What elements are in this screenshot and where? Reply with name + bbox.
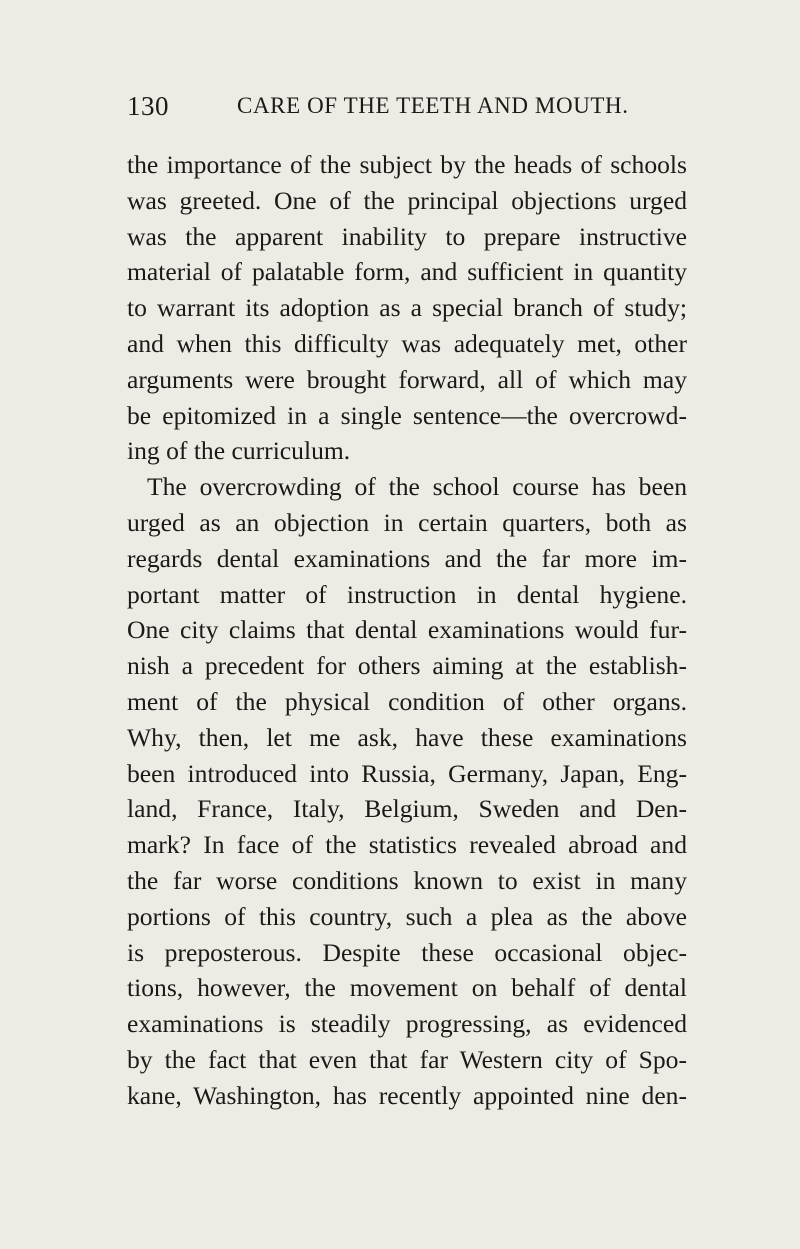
- page-number: 130: [127, 91, 169, 121]
- text-line: and when this difficulty was adequately met, other: [127, 328, 687, 358]
- text-line: is preposterous. Despite these occasional objec-: [127, 937, 687, 967]
- text-line: ing of the curriculum.: [127, 436, 351, 466]
- text-line: The overcrowding of the school course has been: [147, 472, 687, 502]
- text-line: the importance of the subject by the heads of schools: [127, 150, 687, 179]
- text-line: was greeted. One of the principal objections urged: [127, 185, 687, 215]
- text-line: ment of the physical condition of other organs.: [127, 686, 687, 716]
- running-head: CARE OF THE TEETH AND MOUTH.: [237, 93, 629, 118]
- text-line: regards dental examinations and the far more im-: [127, 543, 687, 573]
- text-line: was the apparent inability to prepare instructive: [127, 221, 687, 251]
- text-line: mark? In face of the statistics revealed abroad and: [127, 830, 687, 860]
- text-line: material of palatable form, and sufficient in quantity: [127, 257, 687, 287]
- text-line: examinations is steadily progressing, as evidenced: [127, 1009, 687, 1039]
- text-line: been introduced into Russia, Germany, Japan, Eng-: [127, 758, 687, 788]
- text-line: portant matter of instruction in dental hygiene.: [127, 579, 687, 609]
- page-header: [127, 91, 675, 127]
- text-line: urged as an objection in certain quarters, both as: [127, 507, 687, 537]
- text-line: by the fact that even that far Western city of Spo-: [127, 1044, 687, 1074]
- text-line: to warrant its adoption as a special branch of study;: [127, 293, 687, 323]
- text-line: One city claims that dental examinations would fur-: [127, 615, 687, 645]
- body-text: [127, 147, 687, 1114]
- text-line: kane, Washington, has recently appointed nine den-: [127, 1080, 687, 1110]
- text-line: be epitomized in a single sentence—the overcrowd-: [127, 400, 687, 430]
- text-line: arguments were brought forward, all of which may: [127, 364, 687, 394]
- text-line: tions, however, the movement on behalf of dental: [127, 973, 687, 1003]
- text-line: land, France, Italy, Belgium, Sweden and Den-: [127, 794, 687, 824]
- text-line: the far worse conditions known to exist in many: [127, 865, 687, 895]
- text-line: portions of this country, such a plea as the above: [127, 901, 687, 931]
- text-line: Why, then, let me ask, have these examinations: [127, 722, 687, 752]
- text-line: nish a precedent for others aiming at the establish-: [127, 651, 687, 681]
